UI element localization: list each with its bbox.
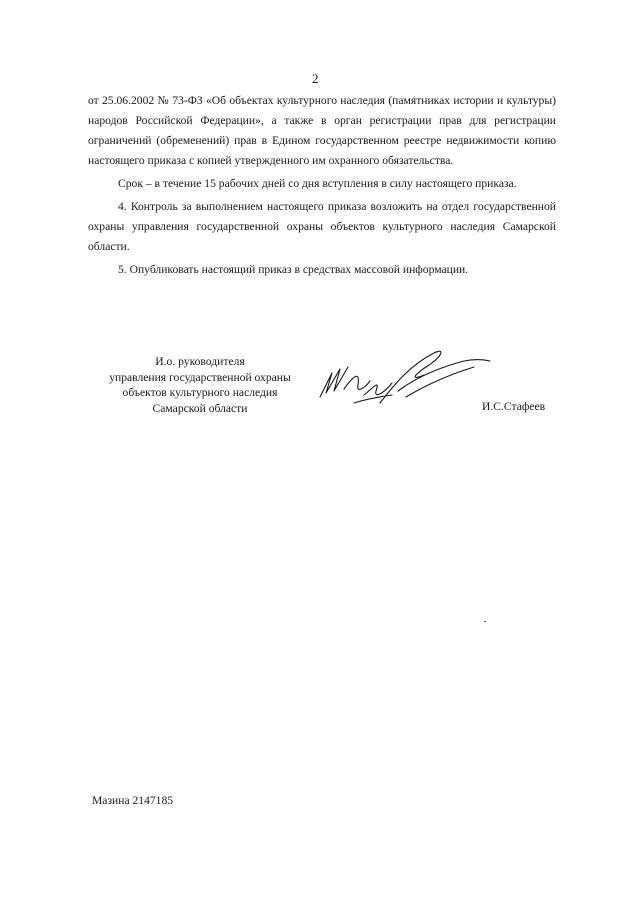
signer-title-line-3: объектов культурного наследия <box>122 386 278 399</box>
scan-speck <box>484 621 486 622</box>
signer-title-block <box>108 354 292 416</box>
signer-name: И.С.Стафеев <box>482 400 546 413</box>
paragraph-continuation: от 25.06.2002 № 73-ФЗ «Об объектах культурного наследия (памятниках истории и культуры) народов Российской Федерации», а также в орган регистрации прав для регистрации ограничений (обременений) прав в Едином государственном реестре недвижимости копию настоящего приказа с копией утвержденного им охранного обязательства. <box>88 94 556 167</box>
executor-note: Мазина 2147185 <box>92 794 174 807</box>
page-number: 2 <box>312 71 319 86</box>
paragraph-item-4: 4. Контроль за выполнением настоящего приказа возложить на отдел государственной охраны управления государственной охраны объектов культурного наследия Самарской области. <box>88 200 556 253</box>
document-body <box>88 91 556 280</box>
signer-title-line-4: Самарской области <box>152 401 248 415</box>
handwritten-signature <box>314 345 494 415</box>
paragraph-item-5: 5. Опубликовать настоящий приказ в средствах массовой информации. <box>118 263 469 276</box>
signer-title-line-1: И.о. руководителя <box>155 355 245 368</box>
paragraph-deadline: Срок – в течение 15 рабочих дней со дня вступления в силу настоящего приказа. <box>118 177 517 190</box>
signer-title-line-2: управления государственной охраны <box>109 370 291 384</box>
